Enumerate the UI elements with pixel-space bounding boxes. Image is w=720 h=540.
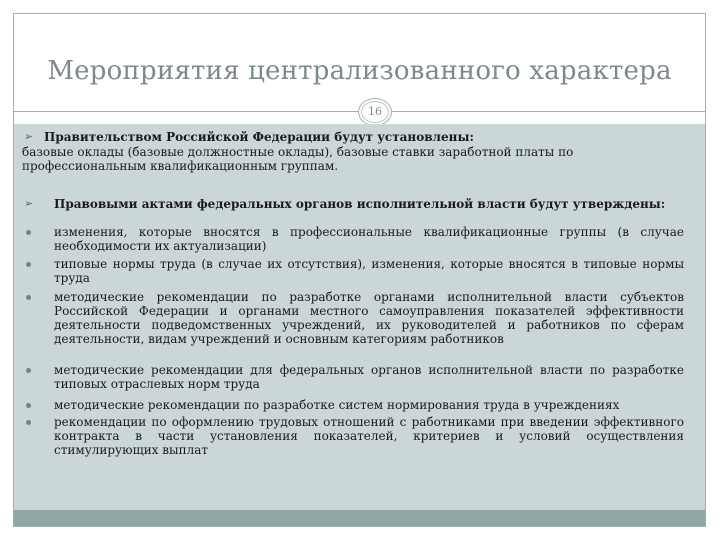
list-item: методические рекомендации по разработке систем нормирования труда в учреждениях — [24, 398, 684, 412]
list-item: методические рекомендации для федеральных органов исполнительной власти по разработке типовых отраслевых норм труда — [24, 363, 684, 391]
arrow-bullet-icon: ➢ — [24, 197, 34, 210]
content-area — [14, 124, 705, 514]
bullet-dot-icon — [26, 262, 31, 267]
footer-bar — [14, 510, 705, 526]
list-item: типовые нормы труда (в случае их отсутствия), изменения, которые вносятся в типовые нормы труда — [24, 257, 684, 285]
slide-title: Мероприятия централизованного характера — [47, 56, 672, 86]
bullet-dot-icon — [26, 368, 31, 373]
page-number-badge: 16 — [358, 98, 392, 126]
slide — [13, 13, 706, 527]
bullet-dot-icon — [26, 230, 31, 235]
bullet-dot-icon — [26, 295, 31, 300]
section2-heading: Правовыми актами федеральных органов исполнительной власти будут утверждены: — [54, 197, 666, 211]
list-item: изменения, которые вносятся в профессиональные квалификационные группы (в случае необходимости их актуализации) — [24, 225, 684, 253]
list-item: рекомендации по оформлению трудовых отношений с работниками при введении эффективного контракта в части установления показателей, критериев и условий осуществления стимулирующих выплат — [24, 415, 684, 457]
section2-heading-row — [24, 197, 684, 211]
bullet-dot-icon — [26, 403, 31, 408]
arrow-bullet-icon: ➢ — [24, 130, 34, 143]
section1-heading: Правительством Российской Федерации будут установлены: — [44, 130, 474, 144]
section1-heading-row — [24, 130, 684, 144]
bullet-dot-icon — [26, 420, 31, 425]
list-item: методические рекомендации по разработке органами исполнительной власти субъектов Российской Федерации и органами местного самоуправления показателей эффективности деятельности подведомственных учреждений, их руководителей и работников по сферам деятельности, видам учреждений и основным категориям работников — [24, 290, 684, 346]
section1-text: базовые оклады (базовые должностные оклады), базовые ставки заработной платы по профессиональным квалификационным группам. — [22, 145, 574, 173]
